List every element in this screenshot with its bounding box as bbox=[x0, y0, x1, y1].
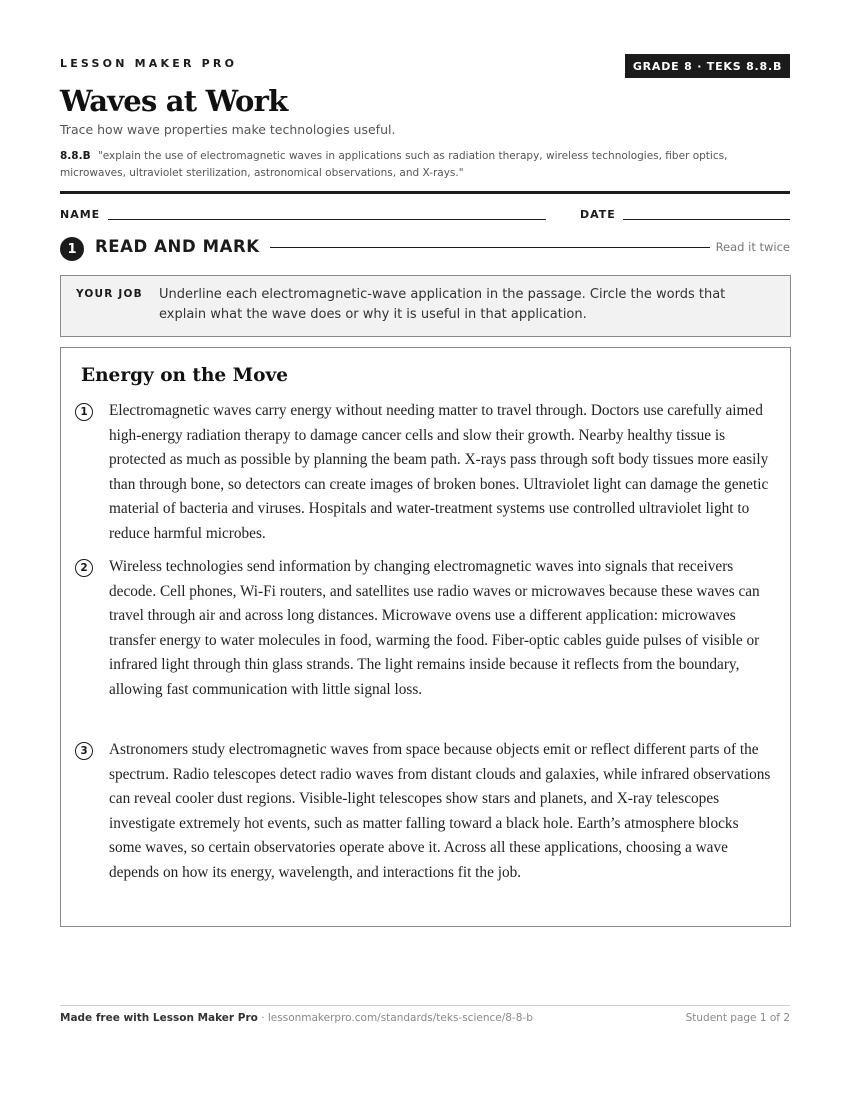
header-divider bbox=[60, 191, 790, 194]
page-subtitle: Trace how wave properties make technologies useful. bbox=[60, 122, 396, 137]
standard-statement bbox=[60, 148, 790, 181]
footer-link[interactable]: · lessonmakerpro.com/standards/teks-science/8-8-b bbox=[257, 1012, 533, 1024]
brand-name: LESSON MAKER PRO bbox=[60, 57, 238, 70]
date-label: DATE bbox=[580, 208, 616, 221]
standard-code: 8.8.B bbox=[60, 150, 91, 162]
page-indicator: Student page 1 of 2 bbox=[685, 1012, 790, 1024]
passage-box bbox=[60, 347, 791, 927]
grade-badge: GRADE 8 · TEKS 8.8.B bbox=[625, 54, 790, 78]
job-instructions-box bbox=[60, 275, 791, 337]
footer-divider bbox=[60, 1005, 790, 1006]
job-text: Underline each electromagnetic-wave application in the passage. Circle the words that explain what the wave does or why it is useful in that application. bbox=[159, 287, 726, 322]
paragraph-text: Astronomers study electromagnetic waves from space because objects emit or reflect different parts of the spectrum. Radio telescopes detect radio waves from distant clouds and galaxies, while infrared observations can reveal cooler dust regions. Visible-light telescopes show stars and planets, and X-ray telescopes investigate extremely hot events, such as matter falling toward a black hole. Earth’s atmosphere blocks some waves, so certain observatories operate above it. Across all these applications, choosing a wave depends on how its energy, wavelength, and interactions fit the job. bbox=[109, 741, 771, 881]
footer-made-text: Made free with Lesson Maker Pro bbox=[60, 1012, 258, 1024]
passage-title: Energy on the Move bbox=[81, 365, 288, 386]
paragraph-number-icon: 3 bbox=[75, 742, 93, 760]
job-label: YOUR JOB bbox=[76, 288, 143, 300]
standard-text: "explain the use of electromagnetic waves in applications such as radiation therapy, wireless technologies, fiber optics, microwaves, ultraviolet sterilization, astronomical observations, and X-rays." bbox=[60, 150, 728, 179]
date-field[interactable] bbox=[623, 219, 790, 220]
footer-credit bbox=[60, 1012, 533, 1024]
name-field[interactable] bbox=[108, 219, 546, 220]
section-title: READ AND MARK bbox=[95, 237, 260, 256]
page-title: Waves at Work bbox=[60, 84, 288, 118]
paragraph-number-icon: 1 bbox=[75, 403, 93, 421]
paragraph-number-icon: 2 bbox=[75, 559, 93, 577]
paragraph-text: Wireless technologies send information by changing electromagnetic waves into signals that receivers decode. Cell phones, Wi-Fi routers, and satellites use radio waves or microwaves because these waves can travel through air and across long distances. Microwave ovens use a different application: microwaves transfer energy to water molecules in food, warming the food. Fiber-optic cables guide pulses of visible or infrared light through thin glass strands. The light remains inside because it reflects from the boundary, allowing fast communication with little signal loss. bbox=[109, 558, 760, 698]
section-number-badge: 1 bbox=[60, 237, 84, 261]
section-note: Read it twice bbox=[715, 240, 790, 254]
name-label: NAME bbox=[60, 208, 101, 221]
section-divider bbox=[270, 247, 710, 248]
paragraph-text: Electromagnetic waves carry energy without needing matter to travel through. Doctors use carefully aimed high-energy radiation therapy to damage cancer cells and slow their growth. Nearby healthy tissue is protected as much as possible by planning the beam path. X-rays pass through soft body tissues more easily than through bone, so detectors can create images of broken bones. Ultraviolet light can damage the genetic material of bacteria and viruses. Hospitals and water-treatment systems use controlled ultraviolet light to reduce harmful microbes. bbox=[109, 402, 769, 542]
